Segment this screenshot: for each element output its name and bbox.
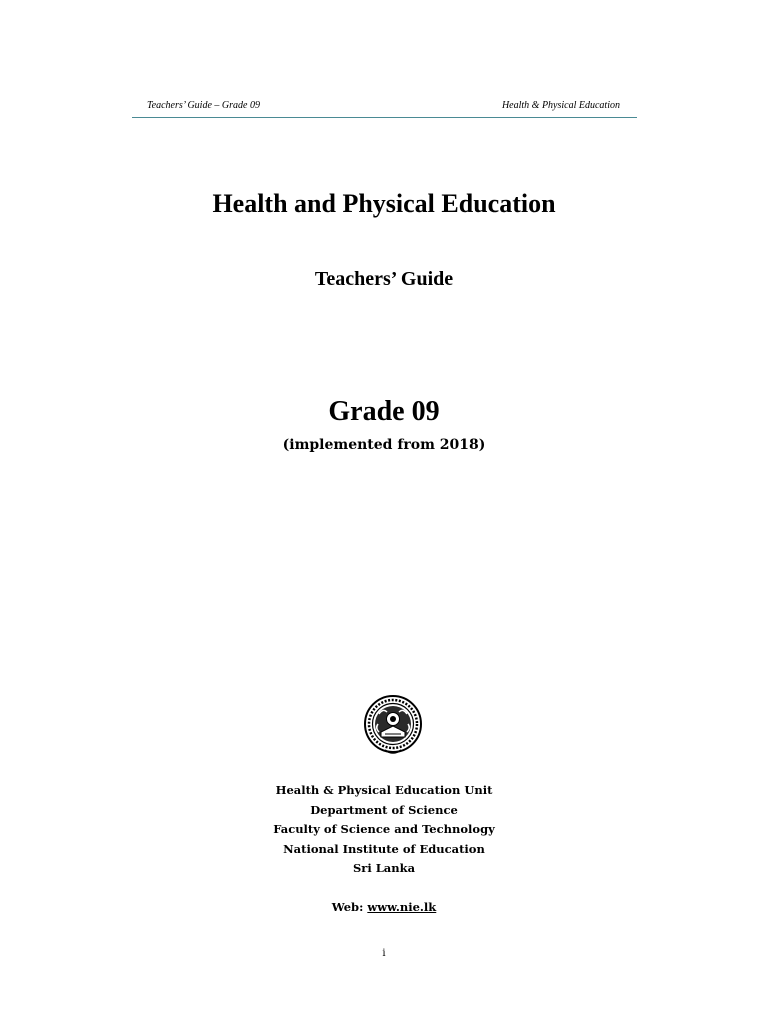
header-left-text: Teachers’ Guide – Grade 09 [147, 100, 260, 111]
document-subtitle: Teachers’ Guide [314, 268, 454, 290]
running-header [132, 99, 637, 118]
grade-heading: Grade 09 [328, 396, 440, 427]
org-line-institute: National Institute of Education [283, 841, 485, 856]
organization-block [0, 781, 768, 879]
implemented-note: (implemented from 2018) [282, 437, 486, 453]
nie-emblem-icon [361, 688, 425, 758]
org-line-faculty: Faculty of Science and Technology [273, 822, 495, 836]
header-right-text: Health & Physical Education [501, 100, 620, 111]
web-label: Web: [331, 900, 368, 914]
org-line-department: Department of Science [310, 802, 458, 817]
org-line-unit: Health & Physical Education Unit [275, 783, 493, 797]
org-line-country: Sri Lanka [352, 861, 416, 875]
document-title: Health and Physical Education [212, 189, 556, 218]
web-line [0, 898, 768, 916]
web-link[interactable]: www.nie.lk [367, 900, 437, 914]
page-number: i [382, 948, 386, 959]
